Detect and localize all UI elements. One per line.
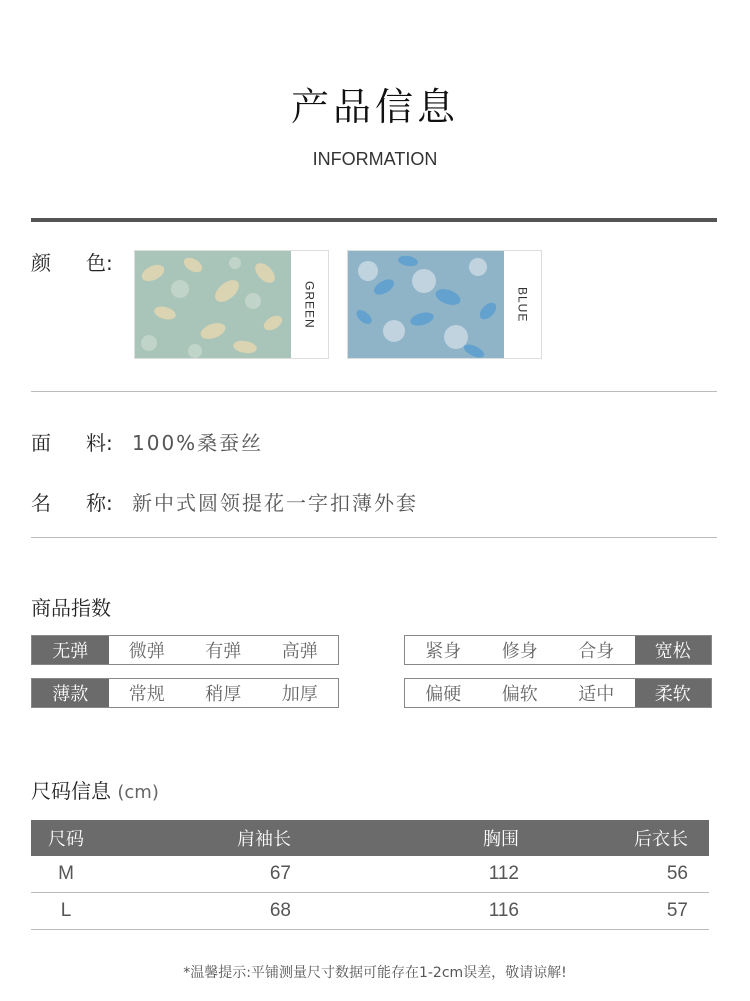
name-value: 新中式圆领提花一字扣薄外套 xyxy=(132,491,418,515)
scale-option: 常规 xyxy=(128,684,165,705)
header-divider xyxy=(31,218,717,222)
table-row xyxy=(31,856,709,893)
divider xyxy=(31,391,717,392)
green-fabric-image xyxy=(135,251,291,358)
scale-option: 稍厚 xyxy=(205,684,242,705)
color-label-char: 颜 xyxy=(31,251,51,275)
name-label-char: 名 xyxy=(31,491,51,515)
swatch-label: GREEN xyxy=(302,280,317,329)
scale-option: 薄款 xyxy=(32,679,109,707)
table-cell: 67 xyxy=(269,863,291,884)
scale-option: 修身 xyxy=(501,641,538,662)
scale-option: 合身 xyxy=(578,641,615,662)
color-swatch-green[interactable] xyxy=(134,250,329,359)
fit-scale xyxy=(404,635,712,665)
index-title: 商品指数 xyxy=(31,596,111,620)
header-cell: 后衣长 xyxy=(634,829,688,850)
page-title: 产品信息 xyxy=(290,85,459,129)
material-label-char: 料: xyxy=(86,431,113,455)
table-cell: M xyxy=(58,863,74,884)
table-cell: 116 xyxy=(488,900,519,921)
name-label xyxy=(31,487,113,516)
scale-option: 柔软 xyxy=(635,679,712,707)
size-table xyxy=(31,820,709,930)
name-label-char: 称: xyxy=(86,491,113,515)
page-subtitle: INFORMATION xyxy=(312,149,438,169)
color-label-char: 色: xyxy=(86,251,113,275)
table-row xyxy=(31,893,709,930)
scale-option: 有弹 xyxy=(205,641,242,662)
softness-scale xyxy=(404,678,712,708)
header-cell: 肩袖长 xyxy=(237,829,291,850)
size-table-header xyxy=(31,820,709,856)
blue-fabric-image xyxy=(348,251,504,358)
scale-option: 加厚 xyxy=(281,684,318,705)
size-title xyxy=(31,775,159,804)
scale-option: 无弹 xyxy=(32,636,109,664)
color-label xyxy=(31,247,113,276)
table-cell: L xyxy=(60,900,72,921)
scale-option: 偏硬 xyxy=(425,684,462,705)
table-cell: 112 xyxy=(488,863,519,884)
material-value: 100%桑蚕丝 xyxy=(132,431,264,455)
scale-option: 微弹 xyxy=(128,641,165,662)
table-cell: 56 xyxy=(666,863,688,884)
color-swatch-blue[interactable] xyxy=(347,250,542,359)
scale-option: 宽松 xyxy=(635,636,712,664)
scale-option: 适中 xyxy=(578,684,615,705)
header-cell: 胸围 xyxy=(483,829,519,850)
scale-option: 偏软 xyxy=(501,684,538,705)
table-cell: 57 xyxy=(666,900,688,921)
size-title-text: 尺码信息 xyxy=(31,779,111,803)
material-label xyxy=(31,427,113,456)
thickness-scale xyxy=(31,678,339,708)
swatch-label-box xyxy=(504,251,541,358)
material-label-char: 面 xyxy=(31,431,51,455)
scale-option: 紧身 xyxy=(425,641,462,662)
header-cell: 尺码 xyxy=(48,829,84,850)
scale-option: 高弹 xyxy=(281,641,318,662)
divider xyxy=(31,537,717,538)
swatch-label: BLUE xyxy=(515,286,530,323)
swatch-label-box xyxy=(291,251,328,358)
table-cell: 68 xyxy=(269,900,291,921)
size-unit: (cm) xyxy=(117,782,159,803)
elasticity-scale xyxy=(31,635,339,665)
measurement-note: *温馨提示:平铺测量尺寸数据可能存在1-2cm误差，敬请谅解! xyxy=(183,965,567,981)
